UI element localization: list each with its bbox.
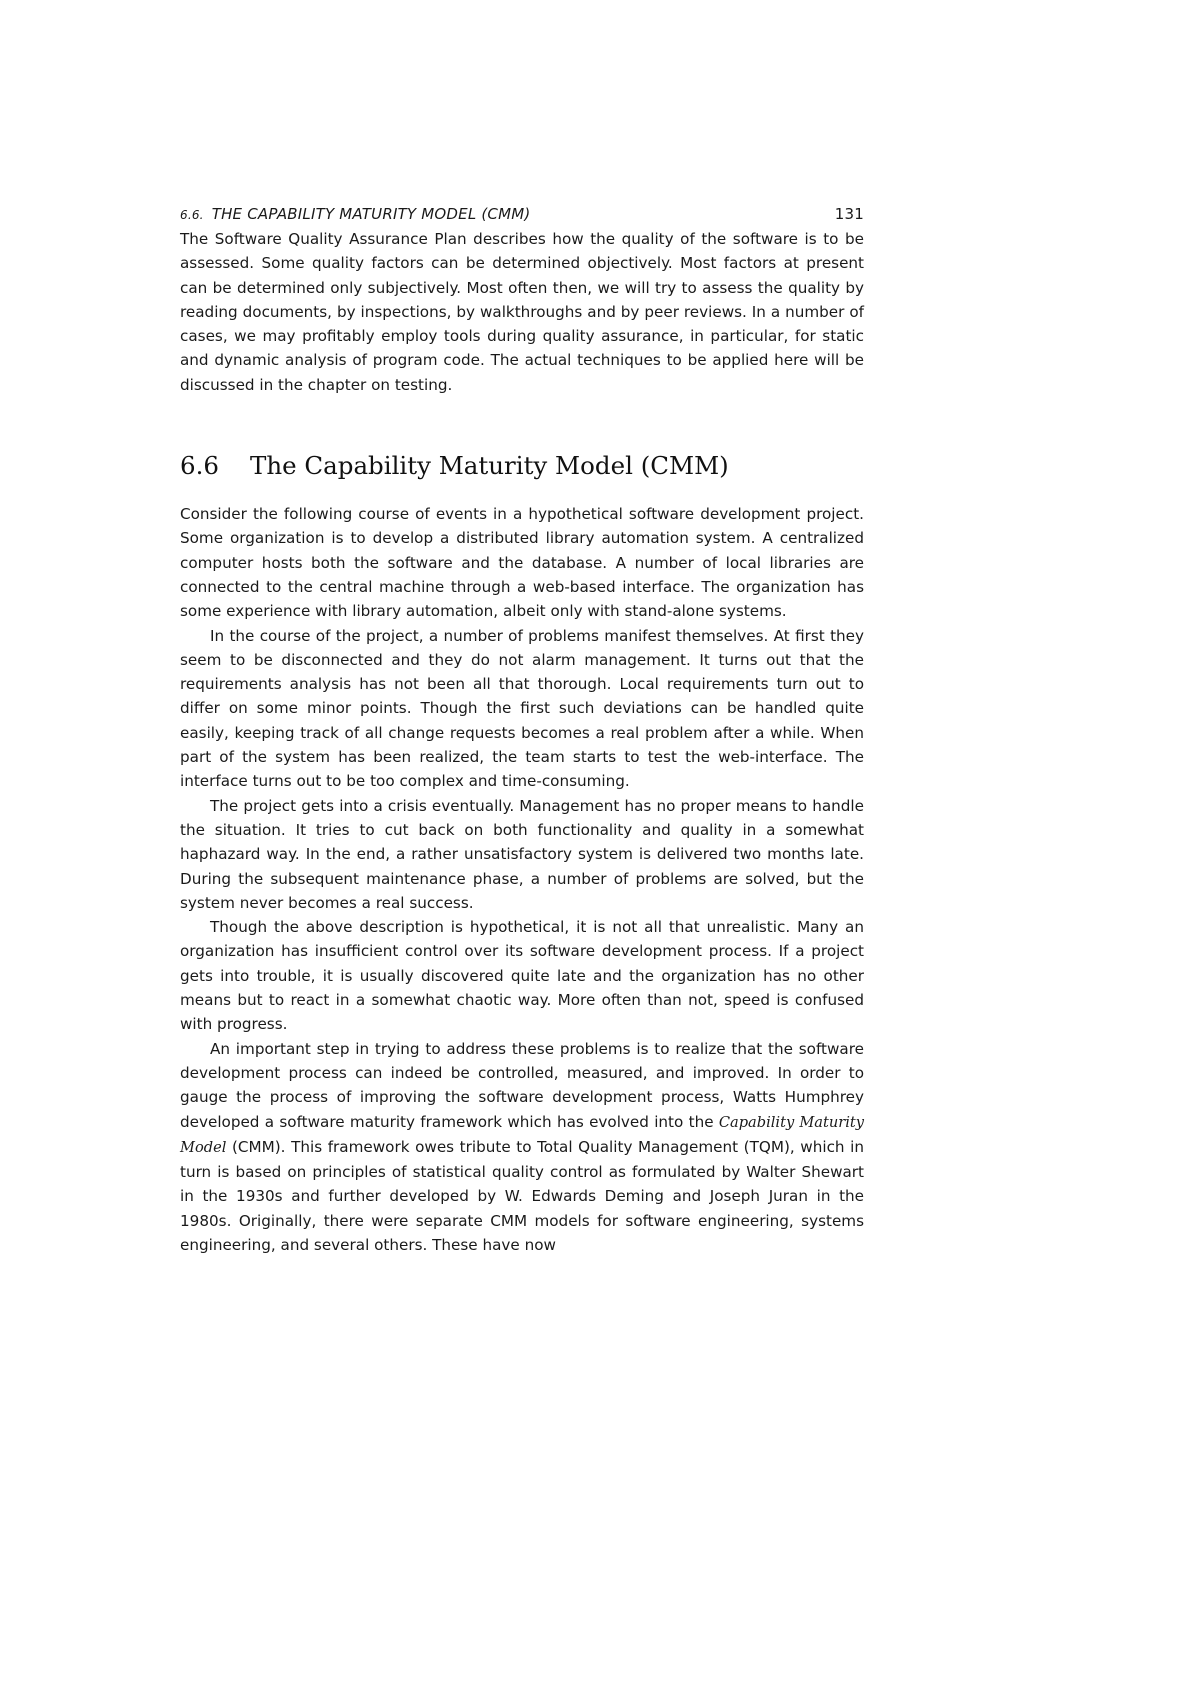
running-head-left [180, 205, 530, 223]
paragraph-4: Though the above description is hypothetical, it is not all that unrealistic. Many an organization has insufficient control over its software development process. If a project gets into trouble, it is usually discovered quite late and the organization has no other means but to react in a somewhat chaotic way. More often than not, speed is confused with progress. [180, 918, 864, 1034]
paragraph-2: In the course of the project, a number of problems manifest themselves. At first they seem to be disconnected and they do not alarm management. It turns out that the requirements analysis has not been all that thorough. Local requirements turn out to differ on some minor points. Though the first such deviations can be handled quite easily, keeping track of all change requests becomes a real problem after a while. When part of the system has been realized, the team starts to test the web-interface. The interface turns out to be too complex and time-consuming. [180, 626, 864, 791]
paragraph-5 [180, 1037, 864, 1258]
paragraph-3: The project gets into a crisis eventually. Management has no proper means to handle the situation. It tries to cut back on both functionality and quality in a somewhat haphazard way. In the end, a rather unsatisfactory system is delivered two months late. During the subsequent maintenance phase, a number of problems are solved, but the system never becomes a real success. [180, 796, 864, 912]
section-title: The Capability Maturity Model (CMM) [250, 451, 729, 481]
running-head [180, 205, 864, 227]
page-number: 131 [834, 205, 864, 223]
running-head-section-number: 6.6. [180, 208, 204, 222]
book-page [180, 205, 864, 1257]
paragraph-5-part-2: (CMM). This framework owes tribute to Total Quality Management (TQM), which in turn is based on principles of statistical quality control as formulated by Walter Shewart in the 1930s and further developed by W. Edwards Deming and Joseph Juran in the 1980s. Originally, there were separate CMM models for software engineering, systems engineering, and several others. These have now [180, 1137, 864, 1254]
paragraph-5-part-1: An important step in trying to address these problems is to realize that the software development process can indeed be controlled, measured, and improved. In order to gauge the process of improving the software development process, Watts Humphrey developed a software maturity framework which has evolved into the [180, 1039, 864, 1131]
running-head-title: THE CAPABILITY MATURITY MODEL (CMM) [211, 205, 531, 223]
section-number: 6.6 [180, 451, 219, 481]
term-capability-maturity-model: Capability Maturity Model [180, 1113, 864, 1156]
paragraph-1: Consider the following course of events in a hypothetical software development project. Some organization is to develop a distributed library automation system. A centralized computer hosts both the software and the database. A number of local libraries are connected to the central machine through a web-based interface. The organization has some experience with library automation, albeit only with stand-alone systems. [180, 505, 864, 621]
section-heading [180, 451, 864, 480]
intro-paragraph: The Software Quality Assurance Plan describes how the quality of the software is to be assessed. Some quality factors can be determined objectively. Most factors at present can be determined only subjectively. Most often then, we will try to assess the quality by reading documents, by inspections, by walkthroughs and by peer reviews. In a number of cases, we may profitably employ tools during quality assurance, in particular, for static and dynamic analysis of program code. The actual techniques to be applied here will be discussed in the chapter on testing. [180, 230, 864, 394]
